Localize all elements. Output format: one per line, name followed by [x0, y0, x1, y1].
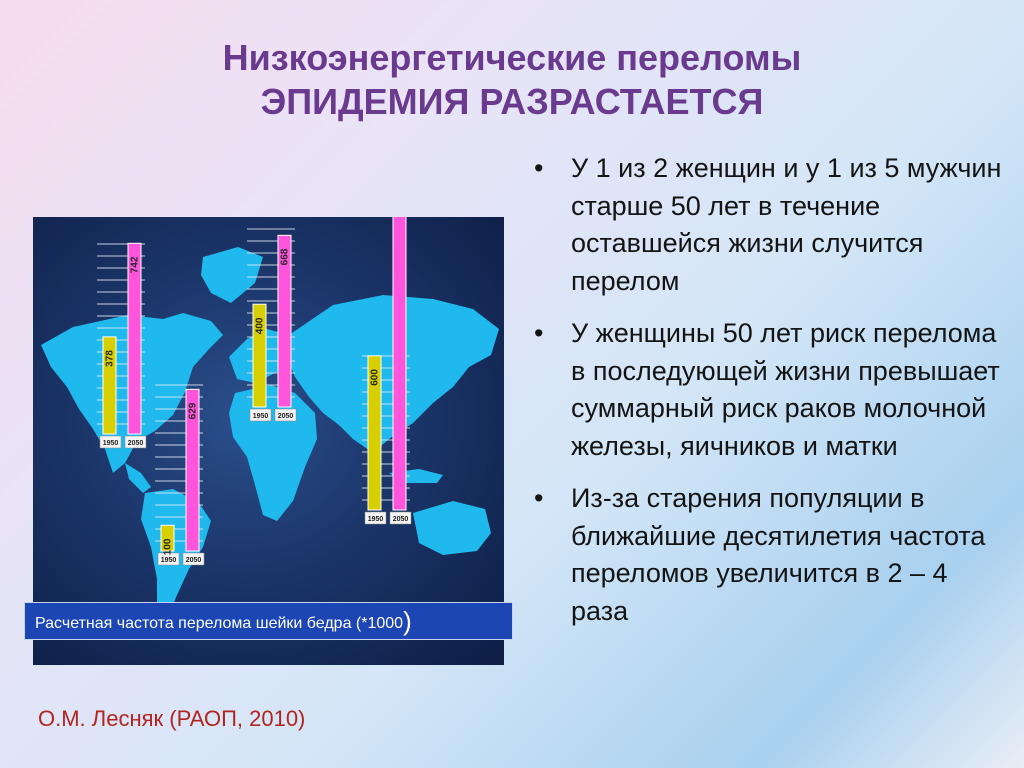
bar-value-label: 400: [254, 317, 266, 335]
year-label: 1950: [160, 557, 177, 564]
australia-shape: [413, 501, 491, 555]
bar-value-label: 600: [369, 369, 381, 386]
bar-value-label: 742: [129, 256, 141, 274]
greenland-shape: [201, 247, 263, 303]
year-label: 2050: [127, 440, 144, 447]
chart-caption: [24, 602, 513, 640]
bullet-item: [534, 150, 1004, 300]
author-credit: О.М. Лесняк (РАОП, 2010): [38, 706, 306, 731]
bar-value-label: 668: [279, 248, 291, 266]
bullet-dot: •: [534, 318, 544, 348]
bar-value-label: 629: [187, 402, 199, 420]
bar-value-label: 100: [162, 538, 174, 556]
caption-paren: ): [403, 606, 412, 636]
bullet-item: [534, 480, 1004, 630]
year-label: 1950: [102, 440, 119, 447]
year-label: 2050: [392, 516, 409, 523]
bar-value-label: 378: [104, 350, 116, 367]
bullet-text: У 1 из 2 женщин и у 1 из 5 мужчин старше 50 лет в течение оставшейся жизни случится перелом: [571, 153, 1002, 296]
world-map-chart: [33, 217, 504, 665]
bar-2050: [393, 217, 406, 510]
year-label: 1950: [367, 516, 384, 523]
central-america-shape: [125, 463, 151, 493]
slide-title: Низкоэнергетические переломы: [222, 37, 802, 78]
bullet-dot: •: [534, 153, 544, 183]
bullet-list: [534, 150, 1004, 645]
year-label: 2050: [185, 557, 202, 564]
caption-text: Расчетная частота перелома шейки бедра (*1000: [35, 615, 404, 632]
bullet-dot: •: [534, 483, 544, 513]
bullet-item: [534, 315, 1004, 465]
bullet-text: Из-за старения популяции в ближайшие десятилетия частота переломов увеличится в 2 – 4 раза: [571, 483, 986, 626]
bullet-text: У женщины 50 лет риск перелома в последующей жизни превышает суммарный риск раков молочной железы, яичников и матки: [571, 318, 1000, 461]
africa-shape: [229, 385, 317, 521]
slide-subtitle: ЭПИДЕМИЯ РАЗРАСТАЕТСЯ: [260, 81, 764, 122]
year-label: 1950: [252, 413, 269, 420]
map-chart-svg: [33, 217, 504, 665]
year-label: 2050: [277, 413, 294, 420]
